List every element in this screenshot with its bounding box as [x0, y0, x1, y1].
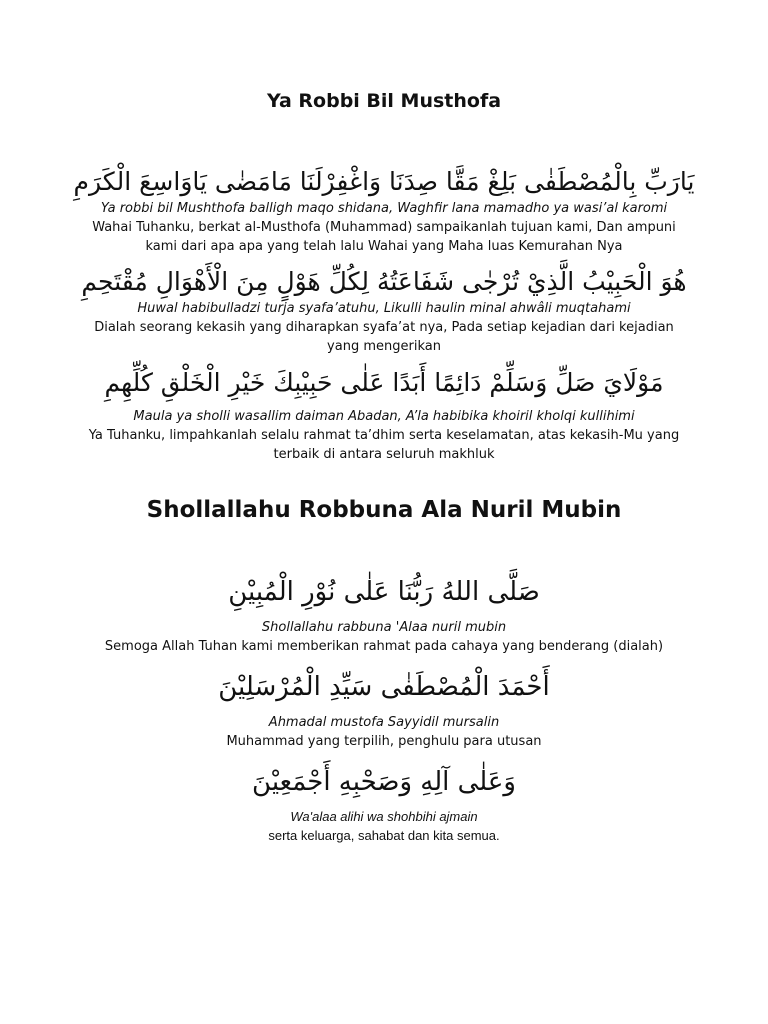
verse4-transliteration: Shollallahu rabbuna 'Alaa nuril mubin: [261, 620, 507, 635]
verse6-transliteration: Wa'alaa alihi wa shohbihi ajmain: [290, 809, 478, 824]
verse2-transliteration: Huwal habibulladzi turja syafa’atuhu, Likulli haulin minal ahwâli muqtahami: [137, 301, 631, 316]
verse5-meaning: Muhammad yang terpilih, penghulu para utusan: [226, 734, 542, 749]
section2-title: Shollallahu Robbuna Ala Nuril Mubin: [146, 497, 622, 523]
verse6-meaning: serta keluarga, sahabat dan kita semua.: [268, 828, 500, 843]
verse5-arabic: أَحْمَدَ الْمُصْطَفٰى سَيِّدِ الْمُرْسَلِيْنَ: [218, 672, 550, 702]
verse3-meaning-line2: terbaik di antara seluruh makhluk: [273, 447, 495, 462]
verse1-arabic: يَارَبِّ بِالْمُصْطَفٰى بَلِغْ مَقَّا صِدَنَا وَاغْفِرْلَنَا مَامَضٰى يَاوَاسِعَ الْكَرَمِ: [73, 167, 695, 196]
verse2-arabic: هُوَ الْحَبِيْبُ الَّذِيْ تُرْجٰى شَفَاعَتُهُ لِكُلِّ هَوْلٍ مِنَ الْأَهْوَالِ مُقْتَحِمِ: [81, 267, 687, 296]
section1-title: Ya Robbi Bil Musthofa: [266, 90, 502, 112]
verse1-meaning-line2: kami dari apa apa yang telah lalu Wahai yang Maha luas Kemurahan Nya: [145, 239, 623, 254]
verse5-transliteration: Ahmadal mustofa Sayyidil mursalin: [268, 715, 500, 730]
verse4-arabic: صَلَّى اللهُ رَبُّنَا عَلٰى نُوْرِ الْمُبِيْنِ: [228, 577, 540, 607]
verse2-meaning-line1: Dialah seorang kekasih yang diharapkan syafa’at nya, Pada setiap kejadian dari kejadian: [94, 320, 674, 335]
verse3-transliteration: Maula ya sholli wasallim daiman Abadan, A’la habibika khoiril kholqi kullihimi: [133, 409, 635, 424]
verse3-arabic: مَوْلَايَ صَلِّ وَسَلِّمْ دَائِمًا أَبَدًا عَلٰى حَبِيْبِكَ خَيْرِ الْخَلْقِ كُلِّهِمِ: [104, 368, 664, 397]
verse6-arabic: وَعَلٰى آلِهِ وَصَحْبِهِ أَجْمَعِيْنَ: [252, 767, 516, 797]
verse2-meaning-line2: yang mengerikan: [327, 339, 441, 354]
verse3-meaning-line1: Ya Tuhanku, limpahkanlah selalu rahmat ta’dhim serta keselamatan, atas kekasih-Mu yang: [88, 428, 680, 443]
verse1-meaning-line1: Wahai Tuhanku, berkat al-Musthofa (Muhammad) sampaikanlah tujuan kami, Dan ampuni: [92, 220, 676, 235]
verse1-transliteration: Ya robbi bil Mushthofa balligh maqo shidana, Waghfir lana mamadho ya wasi’al karomi: [100, 201, 668, 216]
verse4-meaning: Semoga Allah Tuhan kami memberikan rahmat pada cahaya yang benderang (dialah): [104, 639, 664, 654]
